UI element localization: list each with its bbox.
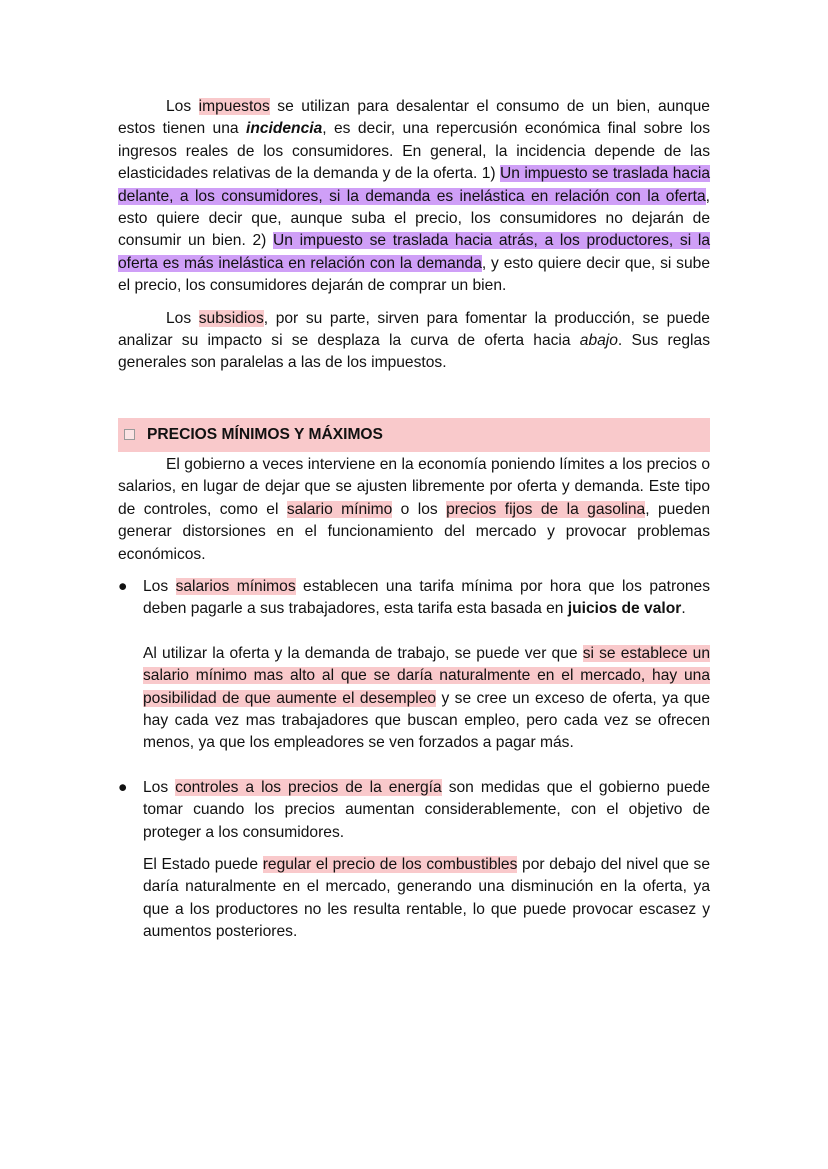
paragraph-gobierno bbox=[118, 454, 710, 566]
text: , es decir, una repercusión económica final sobre los ingresos reales de los consumidores. En general, la incidencia depende de las elasticidades relativas de la demanda y de la oferta. 1) bbox=[118, 120, 710, 183]
bullet-dot: ● bbox=[118, 577, 128, 595]
highlight-salarios-minimos: salarios mínimos bbox=[175, 577, 296, 595]
text: , pueden generar distorsiones en el funcionamiento del mercado y provocar problemas económicos. bbox=[118, 500, 710, 563]
text: o los bbox=[392, 500, 447, 518]
text: son medidas que el gobierno puede tomar cuando los precios aumentan considerablemente, con el objetivo de proteger a los consumidores. bbox=[143, 778, 710, 841]
text: El Estado puede bbox=[143, 855, 263, 873]
highlight-precios-fijos: precios fijos de la gasolina bbox=[446, 500, 646, 518]
text: establecen una tarifa mínima por hora que los patrones deben pagarle a sus trabajadores, esta tarifa esta basada en bbox=[143, 577, 711, 618]
paragraph-oferta-trabajo bbox=[118, 643, 710, 755]
paragraph-subsidios bbox=[118, 308, 710, 375]
text: se utilizan para desalentar el consumo de un bien, aunque estos tienen una bbox=[118, 98, 710, 138]
paragraph-estado bbox=[118, 854, 710, 944]
text: , por su parte, sirven para fomentar la producción, se puede analizar su impacto si se desplaza la curva de oferta hacia bbox=[118, 309, 710, 350]
highlight-traslado-atras: Un impuesto se traslada hacia atrás, a los productores, si la oferta es más inelástica en relación con la demanda bbox=[118, 232, 710, 272]
text: por debajo del nivel que se daría naturalmente en el mercado, generando una disminución en la oferta, ya que a los productores no les resulta rentable, lo que puede provocar escasez y aumentos posteriores. bbox=[143, 855, 710, 941]
text: . Sus reglas generales son paralelas a las de los impuestos. bbox=[118, 332, 710, 372]
highlight-desempleo: si se establece un salario mínimo mas alto al que se daría naturalmente en el mercado, hay una posibilidad de que aumente el desempleo bbox=[143, 644, 710, 707]
text: y se cree un exceso de oferta, ya que hay cada vez mas trabajadores que buscan empleo, pero cada vez se ofrecen menos, ya que los empleadores se ven forzados a pagar más. bbox=[143, 689, 710, 752]
highlight-traslado-delante: Un impuesto se traslada hacia delante, a los consumidores, si la demanda es inelástica en relación con la oferta bbox=[118, 165, 710, 205]
bullet-dot: ● bbox=[118, 778, 128, 796]
paragraph-impuestos bbox=[118, 96, 710, 298]
highlight-combustibles: regular el precio de los combustibles bbox=[262, 855, 518, 873]
text: Los bbox=[166, 309, 199, 327]
highlight-controles-energia: controles a los precios de la energía bbox=[175, 778, 442, 796]
section-heading-text: PRECIOS MÍNIMOS Y MÁXIMOS bbox=[147, 425, 383, 443]
section-heading bbox=[118, 418, 710, 452]
checkbox-icon bbox=[124, 429, 135, 440]
highlight-impuestos: impuestos bbox=[198, 98, 270, 115]
emphasis-incidencia: incidencia bbox=[245, 120, 323, 138]
highlight-salario-minimo: salario mínimo bbox=[286, 500, 393, 518]
text: Los bbox=[143, 778, 176, 796]
bullet-salarios-minimos bbox=[118, 576, 710, 621]
text: Los bbox=[143, 577, 176, 595]
text: El gobierno a veces interviene en la economía poniendo límites a los precios o salarios, en lugar de dejar que se ajusten libremente por oferta y demanda. Este tipo de controles, como el bbox=[118, 455, 710, 518]
bullet-controles-energia bbox=[118, 777, 710, 844]
emphasis-juicios: juicios de valor bbox=[567, 600, 682, 618]
text: Los bbox=[166, 98, 199, 115]
text: , y esto quiere decir que, si sube el precio, los consumidores dejarán de comprar un bien. bbox=[118, 254, 710, 295]
bullet-text bbox=[143, 576, 710, 621]
document-body bbox=[118, 96, 710, 944]
text: . bbox=[681, 600, 686, 618]
text: Al utilizar la oferta y la demanda de trabajo, se puede ver que bbox=[143, 644, 583, 662]
text: , esto quiere decir que, aunque suba el precio, los consumidores no dejarán de consumir un bien. 2) bbox=[118, 187, 710, 250]
bullet-text bbox=[143, 777, 710, 844]
highlight-subsidios: subsidios bbox=[198, 309, 264, 327]
emphasis-abajo: abajo bbox=[579, 332, 618, 350]
